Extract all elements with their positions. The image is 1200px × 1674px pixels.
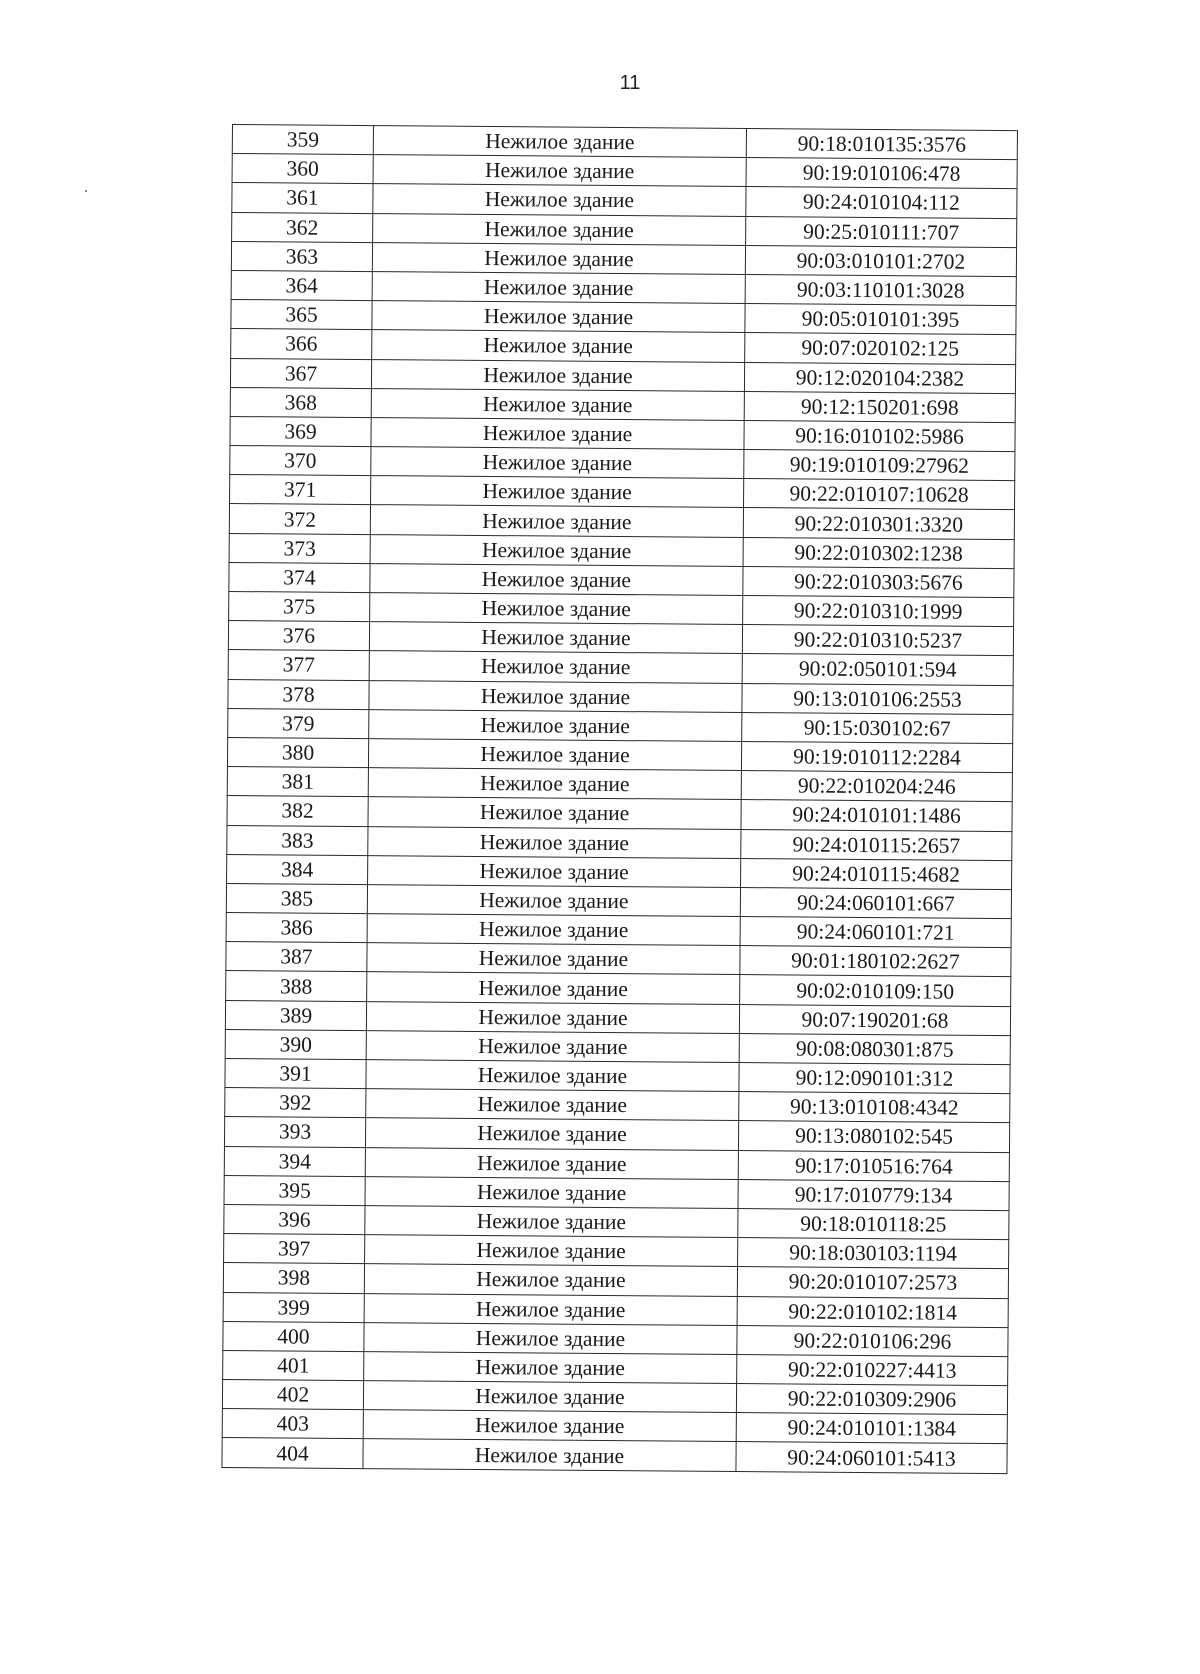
cadastral-number-cell: 90:19:010109:27962 — [744, 450, 1015, 481]
object-type-cell: Нежилое здание — [373, 126, 746, 158]
object-type-cell: Нежилое здание — [373, 184, 746, 216]
object-type-cell: Нежилое здание — [373, 213, 746, 245]
cadastral-number-cell: 90:22:010309:2906 — [736, 1384, 1007, 1415]
row-number-cell: 384 — [227, 854, 368, 884]
row-number-cell: 380 — [227, 737, 368, 767]
row-number-cell: 401 — [223, 1350, 364, 1380]
object-type-cell: Нежилое здание — [367, 943, 740, 975]
object-type-cell: Нежилое здание — [366, 1030, 739, 1062]
cadastral-number-cell: 90:22:010310:1999 — [743, 596, 1014, 627]
row-number-cell: 374 — [229, 562, 370, 592]
cadastral-number-cell: 90:22:010204:246 — [741, 771, 1012, 802]
cadastral-number-cell: 90:18:010118:25 — [738, 1208, 1009, 1239]
row-number-cell: 400 — [223, 1321, 364, 1351]
cadastral-number-cell: 90:22:010107:10628 — [744, 479, 1015, 510]
row-number-cell: 391 — [225, 1058, 366, 1088]
row-number-cell: 399 — [223, 1292, 364, 1322]
cadastral-number-cell: 90:03:010101:2702 — [745, 245, 1016, 276]
object-type-cell: Нежилое здание — [368, 826, 741, 858]
row-number-cell: 368 — [230, 387, 371, 417]
row-number-cell: 398 — [223, 1263, 364, 1293]
object-type-cell: Нежилое здание — [370, 563, 743, 595]
object-type-cell: Нежилое здание — [370, 593, 743, 625]
row-number-cell: 370 — [230, 446, 371, 476]
row-number-cell: 372 — [229, 504, 370, 534]
scan-speck — [85, 190, 87, 192]
object-type-cell: Нежилое здание — [364, 1264, 737, 1296]
cadastral-number-cell: 90:02:010109:150 — [740, 975, 1011, 1006]
object-type-cell: Нежилое здание — [366, 1001, 739, 1033]
object-type-cell: Нежилое здание — [372, 242, 745, 274]
row-number-cell: 363 — [231, 241, 372, 271]
cadastral-number-cell: 90:25:010111:707 — [746, 216, 1017, 247]
cadastral-number-cell: 90:24:060101:5413 — [736, 1442, 1007, 1473]
object-type-cell: Нежилое здание — [368, 855, 741, 887]
object-type-cell: Нежилое здание — [371, 359, 744, 391]
row-number-cell: 402 — [222, 1380, 363, 1410]
row-number-cell: 378 — [228, 679, 369, 709]
row-number-cell: 393 — [224, 1117, 365, 1147]
registry-table-body — [222, 125, 1018, 1474]
object-type-cell: Нежилое здание — [371, 447, 744, 479]
cadastral-number-cell: 90:24:010115:4682 — [741, 858, 1012, 889]
object-type-cell: Нежилое здание — [371, 388, 744, 420]
cadastral-number-cell: 90:12:150201:698 — [744, 391, 1015, 422]
cadastral-number-cell: 90:24:010104:112 — [746, 187, 1017, 218]
row-number-cell: 362 — [232, 212, 373, 242]
cadastral-number-cell: 90:18:030103:1194 — [738, 1238, 1009, 1269]
cadastral-number-cell: 90:07:190201:68 — [739, 1004, 1010, 1035]
cadastral-number-cell: 90:02:050101:594 — [742, 654, 1013, 685]
cadastral-number-cell: 90:01:180102:2627 — [740, 946, 1011, 977]
object-type-cell: Нежилое здание — [365, 1147, 738, 1179]
object-type-cell: Нежилое здание — [368, 739, 741, 771]
row-number-cell: 386 — [226, 913, 367, 943]
row-number-cell: 394 — [224, 1146, 365, 1176]
row-number-cell: 396 — [224, 1204, 365, 1234]
row-number-cell: 392 — [225, 1088, 366, 1118]
cadastral-number-cell: 90:24:010101:1486 — [741, 800, 1012, 831]
cadastral-number-cell: 90:13:080102:545 — [738, 1121, 1009, 1152]
property-registry-table — [221, 124, 1018, 1474]
cadastral-number-cell: 90:22:010302:1238 — [743, 537, 1014, 568]
row-number-cell: 385 — [226, 883, 367, 913]
cadastral-number-cell: 90:16:010102:5986 — [744, 420, 1015, 451]
row-number-cell: 376 — [228, 621, 369, 651]
object-type-cell: Нежилое здание — [365, 1235, 738, 1267]
object-type-cell: Нежилое здание — [369, 680, 742, 712]
row-number-cell: 377 — [228, 650, 369, 680]
cadastral-number-cell: 90:17:010516:764 — [738, 1150, 1009, 1181]
cadastral-number-cell: 90:22:010310:5237 — [742, 625, 1013, 656]
row-number-cell: 383 — [227, 825, 368, 855]
cadastral-number-cell: 90:07:020102:125 — [745, 333, 1016, 364]
object-type-cell: Нежилое здание — [364, 1293, 737, 1325]
object-type-cell: Нежилое здание — [368, 768, 741, 800]
row-number-cell: 381 — [227, 767, 368, 797]
table-row — [222, 1438, 1007, 1473]
object-type-cell: Нежилое здание — [373, 155, 746, 187]
object-type-cell: Нежилое здание — [364, 1351, 737, 1383]
object-type-cell: Нежилое здание — [370, 534, 743, 566]
object-type-cell: Нежилое здание — [363, 1410, 736, 1442]
cadastral-number-cell: 90:24:060101:721 — [740, 917, 1011, 948]
object-type-cell: Нежилое здание — [367, 914, 740, 946]
object-type-cell: Нежилое здание — [365, 1176, 738, 1208]
object-type-cell: Нежилое здание — [363, 1381, 736, 1413]
object-type-cell: Нежилое здание — [370, 505, 743, 537]
row-number-cell: 359 — [232, 125, 373, 155]
cadastral-number-cell: 90:17:010779:134 — [738, 1179, 1009, 1210]
cadastral-number-cell: 90:03:110101:3028 — [745, 274, 1016, 305]
row-number-cell: 390 — [225, 1029, 366, 1059]
row-number-cell: 403 — [222, 1409, 363, 1439]
object-type-cell: Нежилое здание — [372, 330, 745, 362]
cadastral-number-cell: 90:24:010115:2657 — [741, 829, 1012, 860]
cadastral-number-cell: 90:12:090101:312 — [739, 1063, 1010, 1094]
cadastral-number-cell: 90:22:010227:4413 — [737, 1354, 1008, 1385]
cadastral-number-cell: 90:22:010102:1814 — [737, 1296, 1008, 1327]
page-number: 11 — [619, 72, 641, 94]
object-type-cell: Нежилое здание — [369, 709, 742, 741]
row-number-cell: 369 — [230, 416, 371, 446]
cadastral-number-cell: 90:24:010101:1384 — [736, 1413, 1007, 1444]
row-number-cell: 373 — [229, 533, 370, 563]
row-number-cell: 397 — [224, 1234, 365, 1264]
object-type-cell: Нежилое здание — [372, 272, 745, 304]
row-number-cell: 365 — [231, 300, 372, 330]
cadastral-number-cell: 90:22:010303:5676 — [743, 566, 1014, 597]
row-number-cell: 360 — [232, 154, 373, 184]
row-number-cell: 364 — [231, 270, 372, 300]
object-type-cell: Нежилое здание — [367, 972, 740, 1004]
cadastral-number-cell: 90:18:010135:3576 — [746, 129, 1017, 160]
cadastral-number-cell: 90:22:010106:296 — [737, 1325, 1008, 1356]
cadastral-number-cell: 90:24:060101:667 — [740, 887, 1011, 918]
object-type-cell: Нежилое здание — [369, 651, 742, 683]
cadastral-number-cell: 90:15:030102:67 — [742, 712, 1013, 743]
object-type-cell: Нежилое здание — [371, 417, 744, 449]
cadastral-number-cell: 90:05:010101:395 — [745, 304, 1016, 335]
row-number-cell: 389 — [225, 1000, 366, 1030]
row-number-cell: 367 — [230, 358, 371, 388]
object-type-cell: Нежилое здание — [364, 1322, 737, 1354]
row-number-cell: 382 — [227, 796, 368, 826]
row-number-cell: 387 — [226, 942, 367, 972]
cadastral-number-cell: 90:22:010301:3320 — [743, 508, 1014, 539]
cadastral-number-cell: 90:12:020104:2382 — [744, 362, 1015, 393]
object-type-cell: Нежилое здание — [366, 1089, 739, 1121]
object-type-cell: Нежилое здание — [367, 884, 740, 916]
object-type-cell: Нежилое здание — [368, 797, 741, 829]
object-type-cell: Нежилое здание — [363, 1439, 736, 1471]
object-type-cell: Нежилое здание — [366, 1060, 739, 1092]
cadastral-number-cell: 90:13:010106:2553 — [742, 683, 1013, 714]
object-type-cell: Нежилое здание — [372, 301, 745, 333]
row-number-cell: 379 — [228, 708, 369, 738]
cadastral-number-cell: 90:13:010108:4342 — [739, 1092, 1010, 1123]
object-type-cell: Нежилое здание — [365, 1206, 738, 1238]
row-number-cell: 395 — [224, 1175, 365, 1205]
cadastral-number-cell: 90:08:080301:875 — [739, 1033, 1010, 1064]
row-number-cell: 375 — [229, 591, 370, 621]
row-number-cell: 361 — [232, 183, 373, 213]
cadastral-number-cell: 90:19:010106:478 — [746, 158, 1017, 189]
object-type-cell: Нежилое здание — [369, 622, 742, 654]
cadastral-number-cell: 90:19:010112:2284 — [741, 741, 1012, 772]
row-number-cell: 404 — [222, 1438, 363, 1468]
object-type-cell: Нежилое здание — [365, 1118, 738, 1150]
row-number-cell: 388 — [226, 971, 367, 1001]
object-type-cell: Нежилое здание — [371, 476, 744, 508]
row-number-cell: 366 — [231, 329, 372, 359]
row-number-cell: 371 — [230, 475, 371, 505]
cadastral-number-cell: 90:20:010107:2573 — [737, 1267, 1008, 1298]
